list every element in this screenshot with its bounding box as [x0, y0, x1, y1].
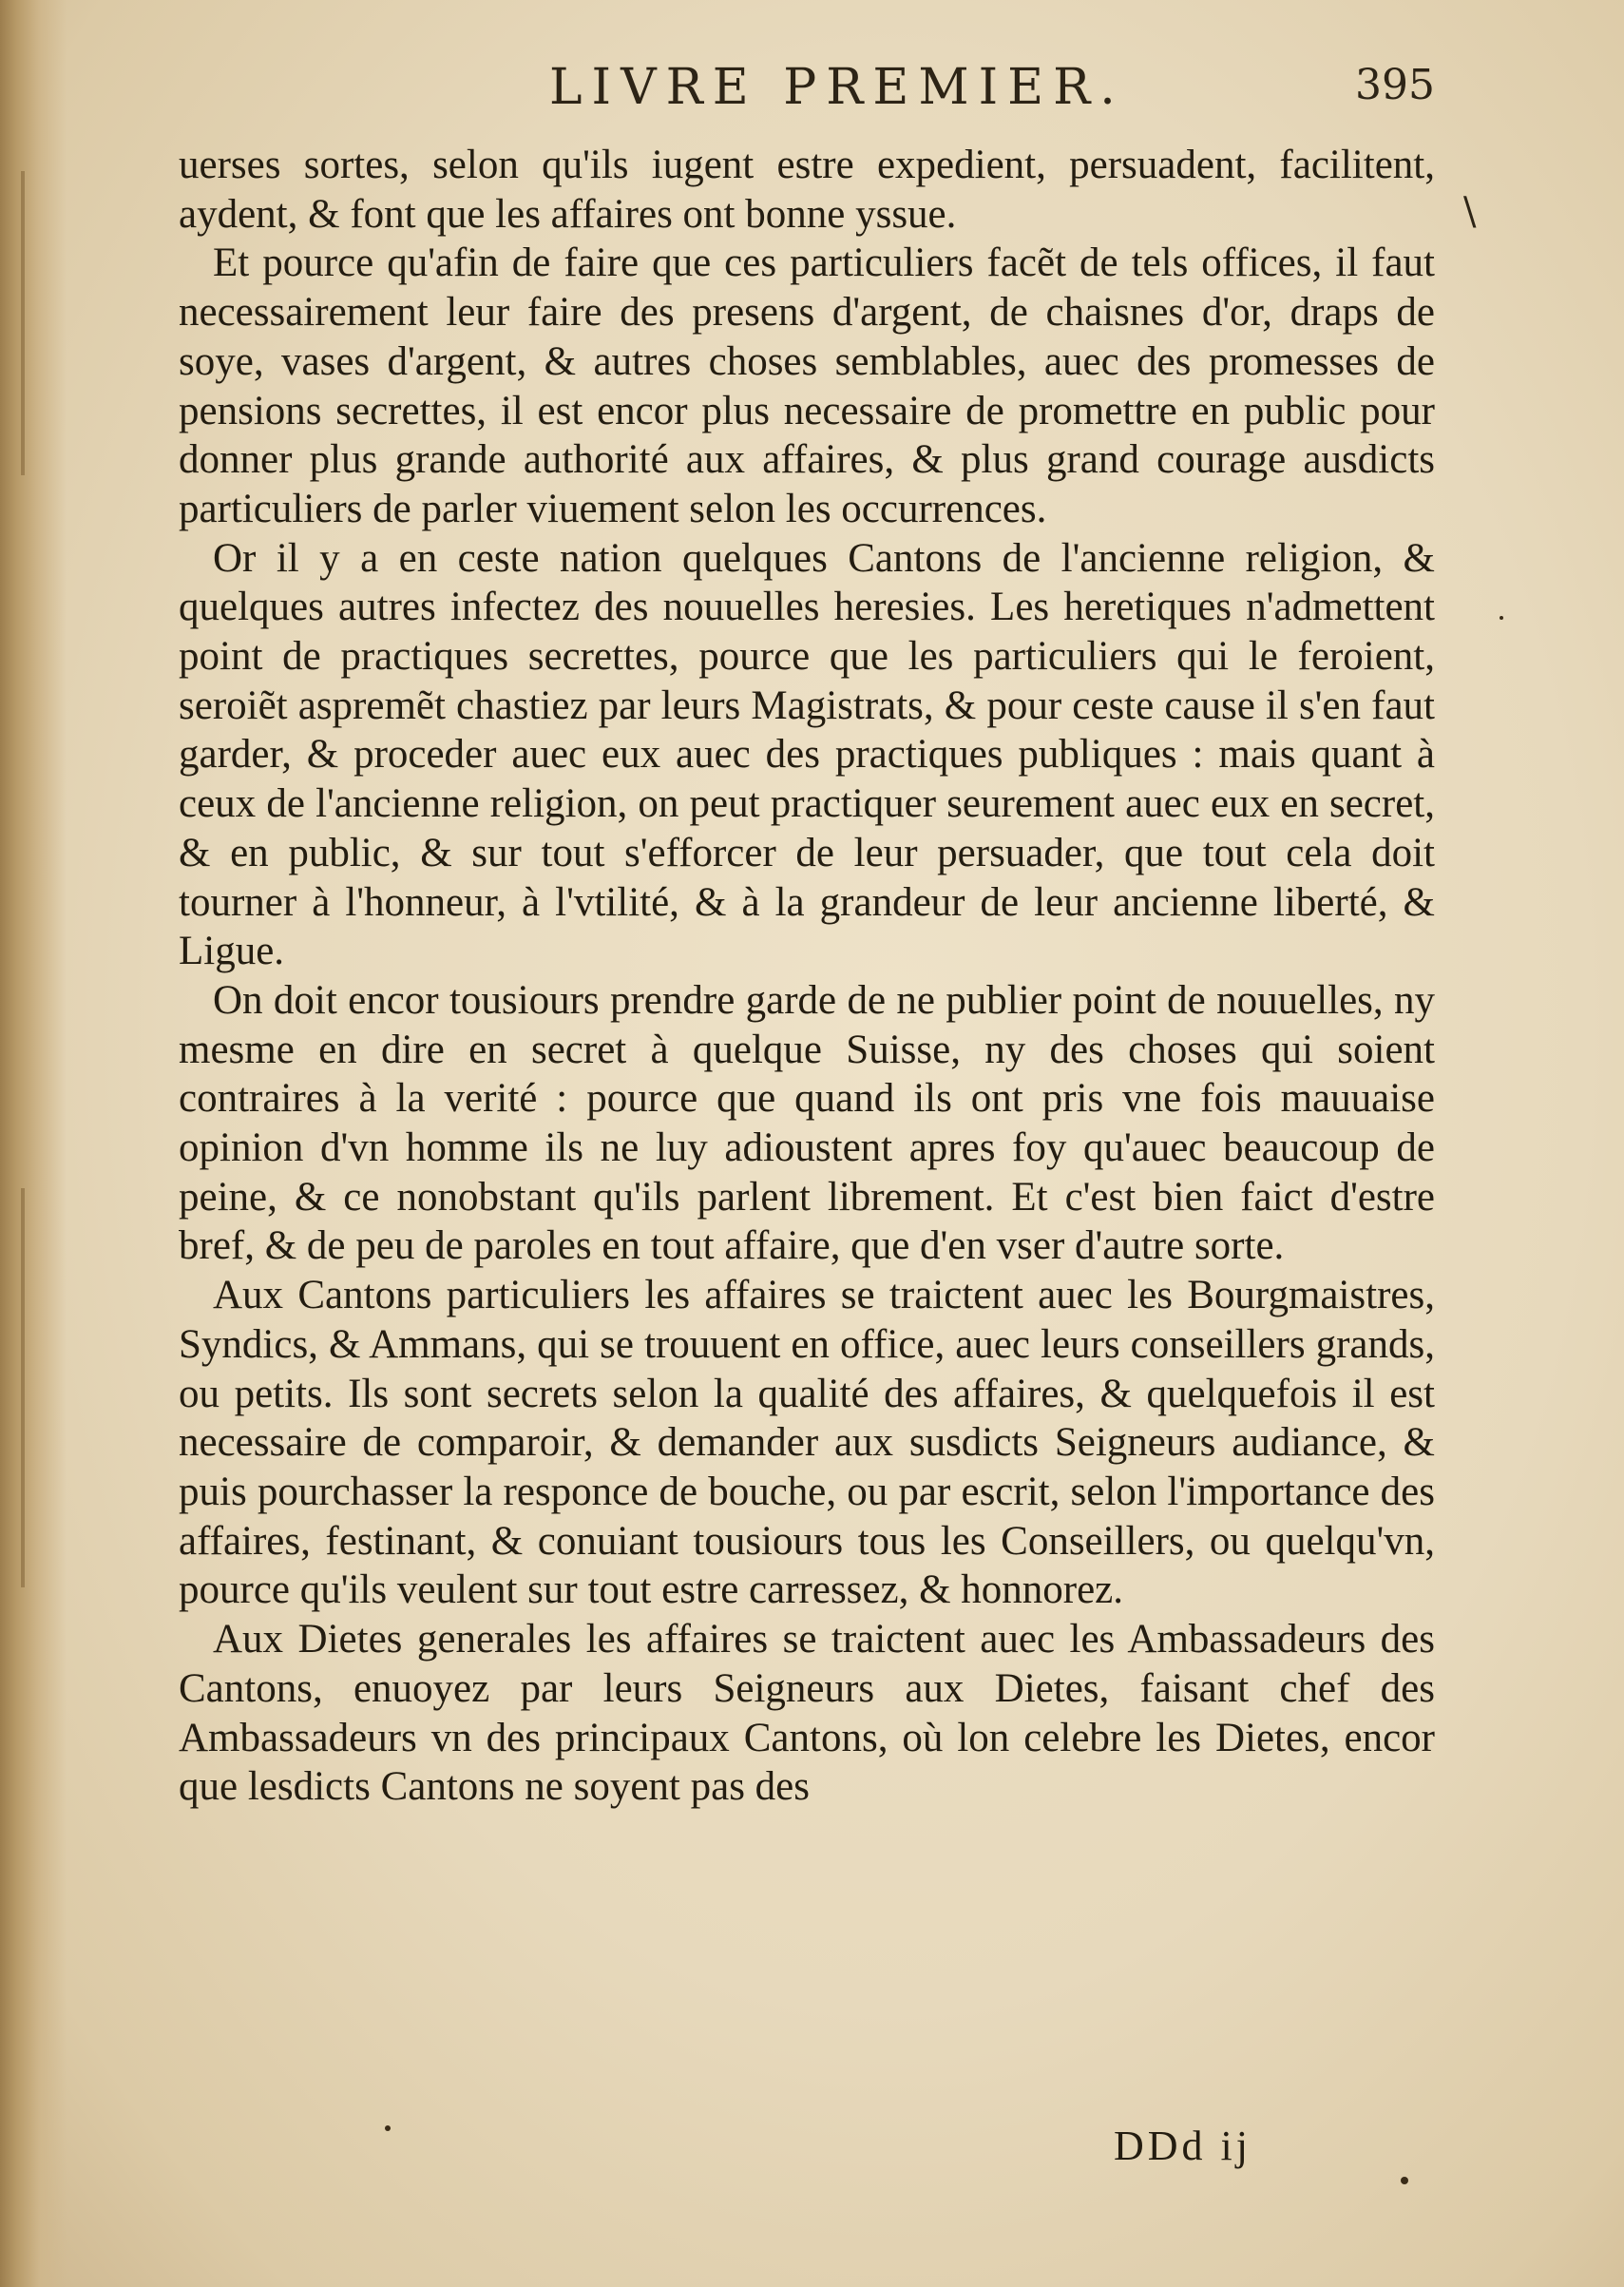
page-binding-edge [0, 0, 67, 2287]
binding-stain [21, 1188, 25, 1587]
paragraph: Aux Dietes generales les affaires se traictent auec les Ambassadeurs des Cantons, enuoyez par leurs Seigneurs aux Dietes, faisant chef des Ambassadeurs vn des principaux Cantons, où lon celebre les Dietes, encor que lesdicts Cantons ne soyent pas des [179, 1617, 1435, 1810]
paragraph: uerses sortes, selon qu'ils iugent estre expedient, persuadent, facilitent, aydent, & font que les affaires ont bonne yssue. [179, 143, 1435, 237]
paragraph: Or il y a en ceste nation quelques Cantons de l'ancienne religion, & quelques autres infectez des nouuelles heresies. Les heretiques n'admettent point de practiques secrettes, pource que les particuliers qui le feroient, seroiẽt aspremẽt chastiez par leurs Magistrats, & pour ceste cause il s'en faut garder, & proceder auec eux auec des practiques publiques : mais quant à ceux de l'ancienne religion, on peut practiquer seurement auec eux en secret, & en public, & sur tout s'efforcer de leur persuader, que tout cela doit tourner à l'honneur, à l'vtilité, & à la grandeur de leur ancienne liberté, & Ligue. [179, 535, 1435, 974]
page-header [171, 59, 1435, 125]
ink-speck [1401, 2177, 1408, 2184]
paragraph: Aux Cantons particuliers les affaires se traictent auec les Bourgmaistres, Syndics, & Ammans, qui se trouuent en office, auec leurs conseillers grands, ou petits. Ils sont secrets selon la qualité des affaires, & quelquefois il est necessaire de comparoir, & demander aux susdicts Seigneurs audiance, & puis pourchasser la responce de bouche, ou par escrit, selon l'importance des affaires, festinant, & conuiant tousiours tous les Conseillers, ou quelqu'vn, pource qu'ils veulent sur tout estre carressez, & honnorez. [179, 1273, 1435, 1613]
body-text [179, 141, 1435, 1812]
page-number: 395 [1355, 61, 1435, 109]
ink-speck [1500, 616, 1503, 620]
running-title: LIVRE PREMIER. [549, 59, 1125, 116]
binding-stain [21, 171, 25, 475]
margin-mark: \ [1463, 190, 1477, 234]
paragraph: On doit encor tousiours prendre garde de ne publier point de nouuelles, ny mesme en dire en secret à quelque Suisse, ny des choses qui soient contraires à la verité : pource que quand ils ont pris vne fois mauuaise opinion d'vn homme ils ne luy adioustent apres foy qu'auec beaucoup de peine, & ce nonobstant qu'ils parlent librement. Et c'est bien faict d'estre bref, & de peu de paroles en tout affaire, que d'en vser d'autre sorte. [179, 977, 1435, 1269]
signature-mark: DDd ij [1114, 2123, 1251, 2169]
ink-speck [385, 2125, 391, 2131]
paragraph: Et pource qu'afin de faire que ces particuliers facẽt de tels offices, il faut necessairement leur faire des presens d'argent, de chaisnes d'or, draps de soye, vases d'argent, & autres choses semblables, auec des promesses de pensions secrettes, il est encor plus necessaire de promettre en public pour donner plus grande authorité aux affaires, & plus grand courage ausdicts particuliers de parler viuement selon les occurrences. [179, 240, 1435, 531]
